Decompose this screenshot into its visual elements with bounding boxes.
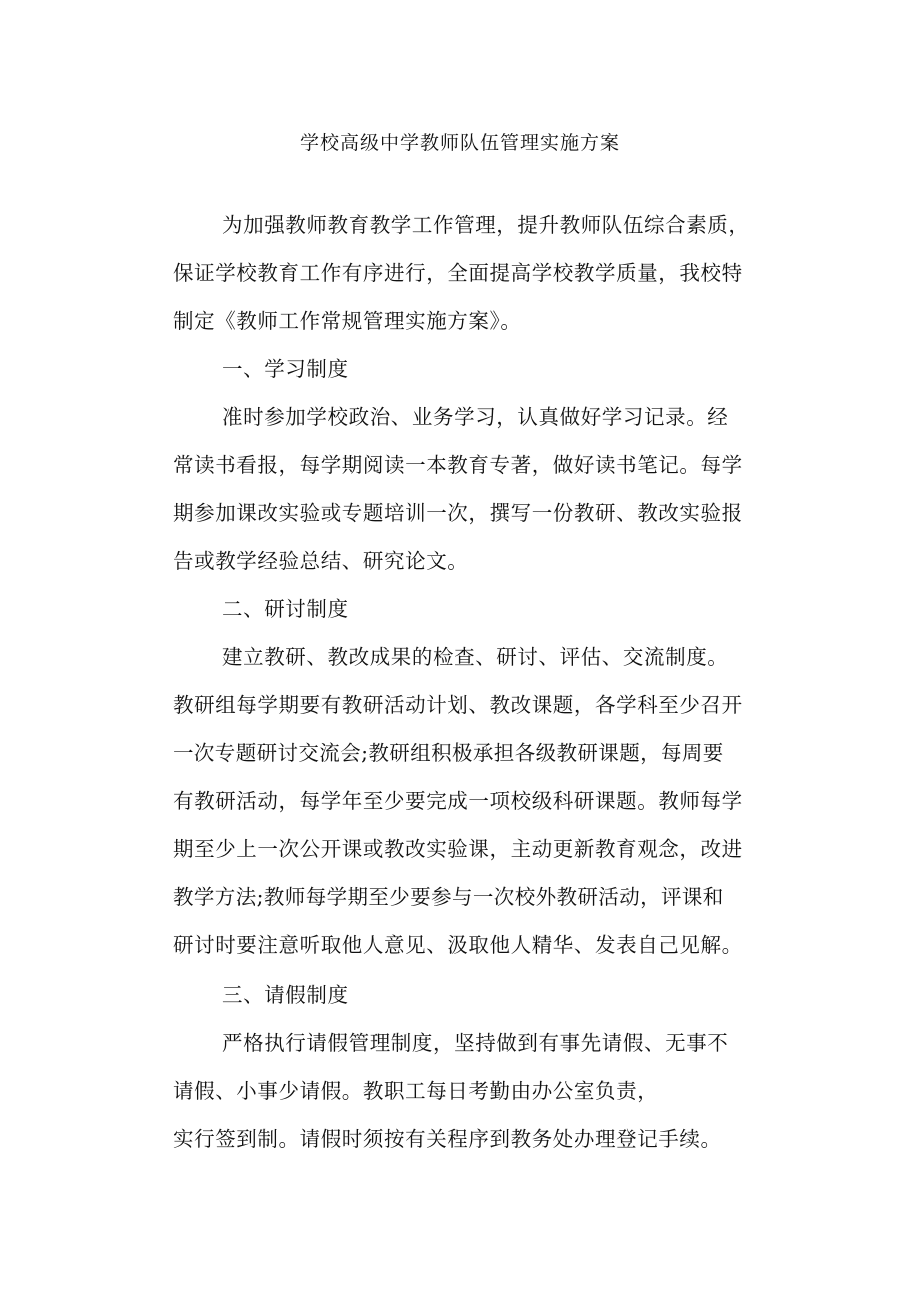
section-3-line-3: 实行签到制。请假时须按有关程序到教务处办理登记手续。 — [173, 1127, 722, 1151]
section-1-line-2: 常读书看报，每学期阅读一本教育专著，做好读书笔记。每学 — [173, 453, 743, 477]
section-3-heading: 三、请假制度 — [222, 983, 349, 1007]
section-3-line-2: 请假、小事少请假。教职工每日考勤由办公室负责， — [173, 1079, 659, 1103]
section-1-heading: 一、学习制度 — [222, 357, 349, 381]
intro-line-2: 保证学校教育工作有序进行，全面提高学校教学质量，我校特 — [173, 261, 743, 285]
section-2-heading: 二、研讨制度 — [222, 597, 349, 621]
section-2-line-1: 建立教研、教改成果的检查、研讨、评估、交流制度。 — [222, 645, 729, 669]
section-2-line-3: 一次专题研讨交流会;教研组积极承担各级教研课题，每周要 — [173, 741, 724, 765]
section-2-line-4: 有教研活动，每学年至少要完成一项校级科研课题。教师每学 — [173, 789, 743, 813]
document-title: 学校高级中学教师队伍管理实施方案 — [299, 132, 620, 154]
section-2-line-6: 教学方法;教师每学期至少要参与一次校外教研活动，评课和 — [173, 885, 724, 909]
intro-line-3: 制定《教师工作常规管理实施方案》。 — [173, 309, 522, 333]
section-3-line-1: 严格执行请假管理制度，坚持做到有事先请假、无事不 — [222, 1031, 729, 1055]
section-1-line-3: 期参加课改实验或专题培训一次，撰写一份教研、教改实验报 — [173, 501, 743, 525]
section-2-line-2: 教研组每学期要有教研活动计划、教改课题，各学科至少召开 — [173, 693, 743, 717]
section-1-line-1: 准时参加学校政治、业务学习，认真做好学习记录。经 — [222, 405, 729, 429]
intro-line-1: 为加强教师教育教学工作管理，提升教师队伍综合素质， — [222, 213, 750, 237]
section-2-line-7: 研讨时要注意听取他人意见、汲取他人精华、发表自己见解。 — [173, 933, 743, 957]
section-2-line-5: 期至少上一次公开课或教改实验课，主动更新教育观念，改进 — [173, 837, 743, 861]
section-1-line-4: 告或教学经验总结、研究论文。 — [173, 549, 469, 573]
